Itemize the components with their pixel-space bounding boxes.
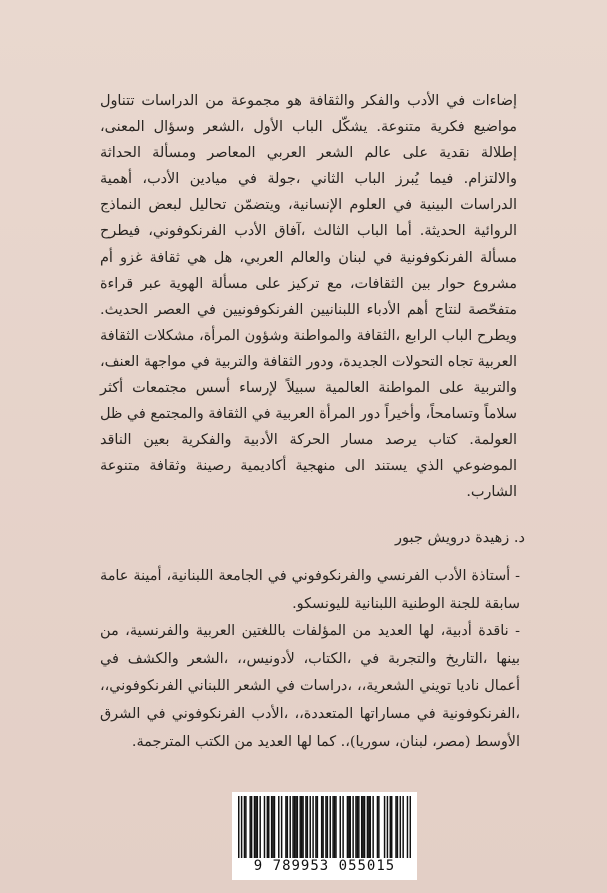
barcode-bar: [312, 796, 313, 858]
barcode-bar: [347, 796, 348, 858]
barcode-bar: [272, 796, 273, 858]
barcode-bar: [245, 796, 246, 858]
author-bio-item-2: - ناقدة أدبية، لها العديد من المؤلفات باللغتين العربية والفرنسية، من بينها ،التاريخ والتجربة في ،الكتاب، لأدونيس،، ،الشعر والكشف في أعمال ناديا تويني الشعرية،، ،دراسات في الشعر اللبناني الفرنكوفوني،، ،الفرنكوفونية في مساراتها المتعددة،، ،الأدب الفرنكوفوني في الشرق الأوسط (مصر، لبنان، سوريا)،. كما لها العديد من الكتب المترجمة.: [100, 623, 520, 750]
barcode-bar: [352, 796, 353, 858]
barcode-bar: [348, 796, 349, 858]
barcode-bar: [254, 796, 255, 858]
barcode-bar: [297, 796, 298, 858]
barcode-bar: [321, 796, 322, 858]
barcode-bar: [402, 796, 403, 858]
barcode-bar: [264, 796, 265, 858]
barcode-bar: [407, 796, 408, 858]
barcode-bar: [367, 796, 368, 858]
barcode-bar: [332, 796, 333, 858]
barcode-bar: [251, 796, 252, 858]
barcode-bar: [342, 796, 343, 858]
barcode-bar: [355, 796, 356, 858]
barcode-bar: [335, 796, 336, 858]
barcode-bar: [274, 796, 275, 858]
barcode-bar: [397, 796, 398, 858]
barcode-bar: [362, 796, 363, 858]
barcode-bar: [395, 796, 396, 858]
barcode-bar: [238, 796, 239, 858]
barcode-bar: [370, 796, 371, 858]
barcode-bar: [289, 796, 290, 858]
barcode-bar: [241, 796, 242, 858]
barcode-bar: [368, 796, 369, 858]
barcode-bars: [238, 796, 411, 858]
barcode-bar: [378, 796, 379, 858]
description-paragraph: إضاءات في الأدب والفكر والثقافة هو مجموعة من الدراسات تتناول مواضيع فكرية متنوعة. يشكّل الباب الأول ،الشعر وسؤال المعنى، إطلالة نقدية على عالم الشعر العربي المعاصر ومسألة الحداثة والالتزام. فيما يُبرز الباب الثاني ،جولة في ميادين الأدب، أهمية الدراسات البينية في العلوم الإنسانية، ويتضمّن تحاليل لبعض النماذج الروائية الحديثة. أما الباب الثالث ،آفاق الأدب الفرنكوفوني، فيطرح مسألة الفرنكوفونية في لبنان والعالم العربي، هل هي ثقافة غزو أم مشروع حوار بين الثقافات، مع تركيز على مسألة الهوية عبر قراءة متفحّصة لنتاج أهم الأدباء اللبنانيين الفرنكوفونيين في العصر الحديث. ويطرح الباب الرابع ،الثقافة والمواطنة وشؤون المرأة، مشكلات الثقافة العربية تجاه التحولات الجديدة، ودور الثقافة والتربية في مواجهة العنف، والتربية على المواطنة العالمية سبيلاً لإرساء أسس مجتمعات أكثر سلاماً وتسامحاً، وأخيراً دور المرأة العربية في الثقافة والمجتمع في ظل العولمة. كتاب يرصد مسار الحركة الأدبية والفكرية بعين الناقد الموضوعي الذي يستند الى منهجية أكاديمية رصينة وثقافة متنوعة الشارب.: [100, 93, 517, 501]
barcode-bar: [350, 796, 351, 858]
barcode-bar: [357, 796, 358, 858]
barcode-bar: [390, 796, 391, 858]
barcode-bar: [361, 796, 362, 858]
barcode-bar: [259, 796, 260, 858]
book-description: [100, 88, 517, 506]
barcode-bar: [271, 796, 272, 858]
barcode-bar: [305, 796, 306, 858]
barcode-bar: [387, 796, 388, 858]
barcode-bar: [364, 796, 365, 858]
barcode-bar: [384, 796, 385, 858]
barcode-bar: [325, 796, 326, 858]
barcode-bar: [249, 796, 250, 858]
barcode-bar: [295, 796, 296, 858]
barcode-bar: [268, 796, 269, 858]
barcode-bar: [410, 796, 411, 858]
barcode-bar: [299, 796, 300, 858]
author-name: د. زهيدة درويش جبور: [395, 530, 525, 546]
barcode-bar: [292, 796, 293, 858]
barcode-bar: [294, 796, 295, 858]
barcode-bar: [400, 796, 401, 858]
barcode-bar: [244, 796, 245, 858]
barcode-bar: [307, 796, 308, 858]
barcode-bar: [322, 796, 323, 858]
barcode-bar: [301, 796, 302, 858]
barcode-bar: [377, 796, 378, 858]
barcode-bar: [257, 796, 258, 858]
barcode-bar: [372, 796, 373, 858]
isbn-number: 9 789953 055015: [253, 858, 396, 874]
barcode-bar: [267, 796, 268, 858]
barcode-bar: [315, 796, 316, 858]
barcode-bar: [255, 796, 256, 858]
barcode-bar: [278, 796, 279, 858]
barcode-bar: [340, 796, 341, 858]
barcode-bar: [287, 796, 288, 858]
barcode-bar: [327, 796, 328, 858]
barcode-bar: [285, 796, 286, 858]
barcode-bar: [334, 796, 335, 858]
barcode-bar: [391, 796, 392, 858]
barcode: [232, 792, 417, 880]
barcode-bar: [309, 796, 310, 858]
barcode-bar: [302, 796, 303, 858]
barcode-bar: [358, 796, 359, 858]
author-bio: [100, 563, 520, 756]
author-bio-item-1: - أستاذة الأدب الفرنسي والفرنكوفوني في الجامعة اللبنانية، أمينة عامة سابقة للجنة الوطنية اللبنانية لليونسكو.: [100, 568, 520, 612]
barcode-bar: [317, 796, 318, 858]
barcode-bar: [281, 796, 282, 858]
barcode-bar: [330, 796, 331, 858]
